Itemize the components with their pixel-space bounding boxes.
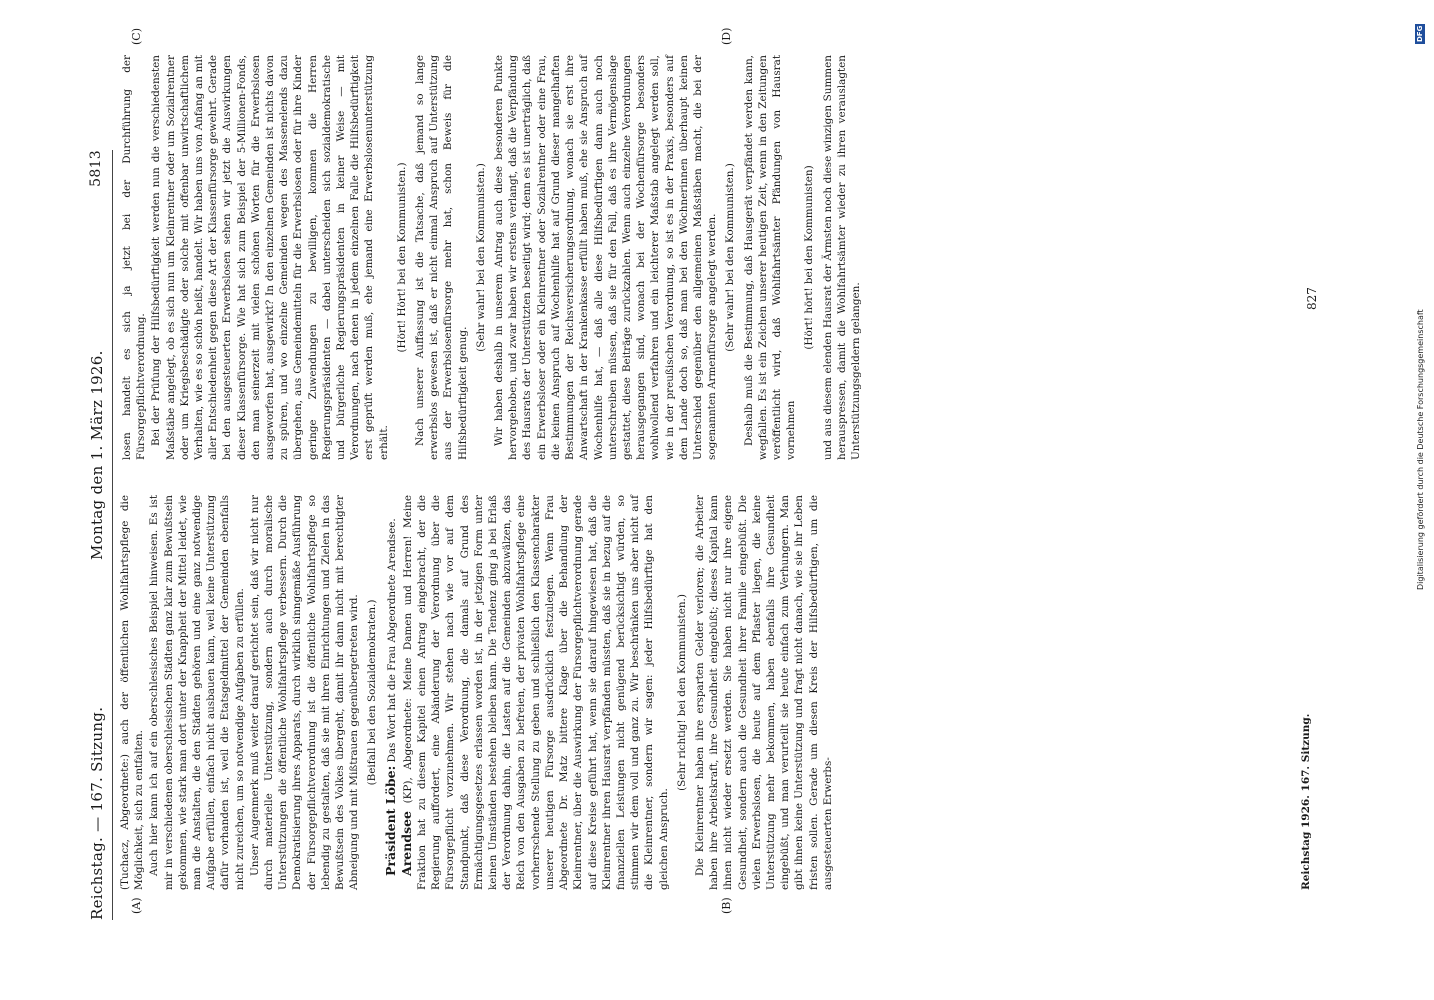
page-header [88, 150, 114, 920]
speech-text: Das Wort hat die Frau Abgeordnete Arendsee. [385, 518, 398, 763]
header-date: Montag den 1. März 1926. [88, 350, 106, 560]
header-rule [112, 150, 113, 920]
speech-paragraph [400, 495, 671, 890]
paragraph: Auch hier kann ich auf ein oberschlesisches Beispiel hinweisen. Es ist mir in verschiedenen oberschlesischen Städten ganz klar zum Bewußtsein gekommen, wie stark man dort unter der Knappheit der Mittel leidet, wie man die Anstalten, die den Städten gehören und eine ganz notwendige Aufgabe erfüllen, einfach nicht ausbauen kann, weil keine Unterstützung dafür vorhanden ist, weil die Etatsgeldmittel der Gemeinden ebenfalls nicht zureichen, um so notwendige Aufgaben zu erfüllen. [148, 495, 246, 890]
president-statement [384, 495, 399, 890]
paragraph: und aus diesem elenden Hausrat der Ärmsten noch diese winzigen Summen herauspressen, damit die Wohlfahrtsämter wieder zu ihren verauslagten Unterstützungsgeldern gelangen. [821, 55, 862, 460]
interjection: (Beifall bei den Sozialdemokraten.) [366, 599, 379, 786]
paragraph: Deshalb muß die Bestimmung, daß Hausgerät verpfändet werden kann, wegfallen. Es ist ein Zeichen unserer heutigen Zeit, wenn in den Zeitungen veröffentlicht wird, daß Wohlfahrtsämter Pfändungen von Hausrat vornehmen [742, 55, 798, 460]
paragraph: (Tuchacz, Abgeordnete:) auch der öffentlichen Wohlfahrtspflege die Möglichkeit, sich zu entfalten. [119, 495, 146, 890]
speaker-name: Arendsee [398, 810, 414, 876]
column-right [120, 55, 864, 460]
margin-letter-b: (B) [720, 897, 733, 914]
interjection: (Hört! hört! bei den Kommunisten) [803, 165, 816, 350]
column-left [118, 495, 836, 890]
interjection: (Sehr wahr! bei den Kommunisten.) [474, 163, 487, 352]
paragraph: Bei der Prüfung der Hilfsbedürftigkeit werden nun die verschiedensten Maßstäbe angelegt, ob es sich nun um Kleinrentner oder um Sozialrentner oder um Kriegsbeschädigte oder solche mit offenbar unwirtschaftlichem Verhalten, wie es so schön heißt, handelt. Wir haben uns von Anfang an mit aller Entschiedenheit gegen diese Art der Klassenfürsorge gewehrt. Gerade bei den ausgesteuerten Erwerbslosen sehen wir jetzt die Auswirkungen dieser Klassenfürsorge. Wie hat sich zum Beispiel der 5-Millionen-Fonds, den man seinerzeit mit vielen schönen Worten für die Erwerbslosen ausgeworfen hat, ausgewirkt? In den einzelnen Gemeinden ist nichts davon zu spüren, und wo einzelne Gemeinden wegen des Massenelends dazu übergehen, aus Gemeindemitteln für die Erwerbslosen oder für ihre Kinder geringe Zuwendungen zu bewilligen, kommen die Herren Regierungspräsidenten — dabei unterscheiden sich sozialdemokratische und bürgerliche Regierungspräsidenten in keiner Weise — mit Verordnungen, nach denen in jedem einzelnen Falle die Hilfsbedürftigkeit erst geprüft werden muß, ehe jemand eine Erwerbslosenunterstützung erhält. [150, 55, 390, 460]
speech-text: (KP), Abgeordnete: Meine Damen und Herren! Meine Fraktion hat zu diesem Kapitel einen Antrag eingebracht, der die Regierung auffordert, eine Abänderung der Verordnung über die Fürsorgepflicht vorzunehmen. Wir stehen nach wie vor auf dem Standpunkt, daß diese Verordnung, die damals auf Grund des Ermächtigungsgesetzes erlassen worden ist, in der jetzigen Form unter keinen Umständen bestehen bleiben kann. Die Tendenz ging ja bei Erlaß der Verordnung dahin, die Lasten auf die Gemeinden abzuwälzen, das Reich von den Ausgaben zu befreien, der privaten Wohlfahrtspflege eine vorherrschende Stellung zu geben und schließlich den Klassencharakter unserer heutigen Fürsorge ausdrücklich festzulegen. Wenn Frau Abgeordnete Dr. Matz bittere Klage über die Behandlung der Kleinrentner, über die Auswirkung der Fürsorgepflichtverordnung gerade auf diese Kreise geführt hat, wenn sie darauf hingewiesen hat, daß die Kleinrentner ihren Hausrat verpfänden müssten, daß sie in bezug auf die finanziellen Leistungen nicht genügend berücksichtigt würden, so stimmen wir dem voll und ganz zu. Wir beschränken uns aber nicht auf die Kleinrentner, sondern wir sagen: jeder Hilfsbedürftige hat den gleichen Anspruch. [401, 495, 670, 890]
margin-letter-a: (A) [130, 897, 143, 914]
interjection: (Sehr richtig! bei den Kommunisten.) [675, 594, 688, 791]
sheet-number: 827 [1305, 287, 1319, 310]
page-number: 5813 [88, 150, 104, 187]
header-left: Reichstag. — 167. Sitzung. [88, 706, 106, 920]
paragraph: Nach unserer Auffassung ist die Tatsache, daß jemand so lange erwerbslos gewesen ist, daß er nicht einmal Anspruch auf Unterstützung aus der Erwerbslosenfürsorge mehr hat, schon Beweis für die Hilfsbedürftigkeit genug. [414, 55, 469, 460]
digitization-note: Digitalisierung gefördert durch die Deutsche Forschungsgemeinschaft [1416, 309, 1425, 590]
dfg-logo: DFG [1416, 25, 1424, 42]
margin-letter-c: (C) [130, 28, 143, 45]
speaker-name: Präsident Löbe: [382, 765, 398, 876]
paragraph: Die Kleinrentner haben ihre ersparten Gelder verloren; die Arbeiter haben ihre Arbeitskraft, ihre Gesundheit eingebüßt; dieses Kapital kann ihnen nicht wieder ersetzt werden. Sie haben nicht nur ihre eigene Gesundheit, sondern auch die Gesundheit ihrer Familie eingebüßt. Die vielen Erwerbslosen, die heute auf dem Pflaster liegen, die keine Unterstützung mehr bekommen, haben ebenfalls ihre Gesundheit eingebüßt, und man verurteilt sie heute einfach zum Verhungern. Man gibt ihnen keine Unterstützung und fragt nicht danach, wie sie ihr Leben fristen sollen. Gerade um diesen Kreis der Hilfsbedürftigen, um die ausgesteuerten Erwerbs- [693, 495, 834, 890]
interjection: (Sehr wahr! bei den Kommunisten.) [724, 163, 737, 352]
paragraph: losen handelt es sich ja jetzt bei der Durchführung der Fürsorgepflichtverordnung. [121, 55, 148, 460]
interjection: (Hört! Hört! bei den Kommunisten.) [395, 162, 408, 353]
footer-imprint: Reichstag 1926. 167. Sitzung. [1300, 713, 1312, 890]
margin-letter-d: (D) [720, 27, 733, 45]
paragraph: Wir haben deshalb in unserem Antrag auch diese besonderen Punkte hervorgehoben, und zwar haben wir erstens verlangt, daß die Verpfändung des Hausrats der Unterstützten beseitigt wird; denn es ist unerträglich, daß ein Erwerbsloser oder ein Kleinrentner oder Sozialrentner oder eine Frau, die keinen Anspruch auf Wochenhilfe hat auf Grund dieser mangelhaften Bestimmungen der Reichsversicherungsordnung, wonach sie erst ihre Anwartschaft in der Krankenkasse erfüllt haben muß, ehe sie Anspruch auf Wochenhilfe hat, — daß alle diese Hilfsbedürftigen dann auch noch unterschreiben müssen, daß sie für den Fall, daß es ihre Vermögenslage gestattet, diese Beiträge zurückzahlen. Wenn auch einzelne Verordnungen herausgegangen sind, wonach bei der Wochenfürsorge besonders wohlwollend verfahren und ein leichterer Maßstab angelegt werden soll, wie in der preußischen Verordnung, so ist es in der Praxis, besonders auf dem Lande doch so, daß man bei den Wöchnerinnen überhaupt keinen Unterschied gegenüber den allgemeinen Maßstäben macht, die bei der sogenannten Armenfürsorge angelegt werden. [493, 55, 719, 460]
paragraph: Unser Augenmerk muß weiter darauf gerichtet sein, daß wir nicht nur durch materielle Unterstützung, sondern auch durch moralische Unterstützungen die öffentliche Wohlfahrtspflege verbessern. Durch die Demokratisierung ihres Apparats, durch wirklich sinngemäße Ausführung der Fürsorgepflichtverordnung ist die öffentliche Wohlfahrtspflege so lebendig zu gestalten, daß sie mit ihren Einrichtungen und Zielen in das Bewußtsein des Volkes übergeht, damit ihr dann nicht mit berechtigter Abneigung und mit Mißtrauen gegenübergetreten wird. [248, 495, 361, 890]
